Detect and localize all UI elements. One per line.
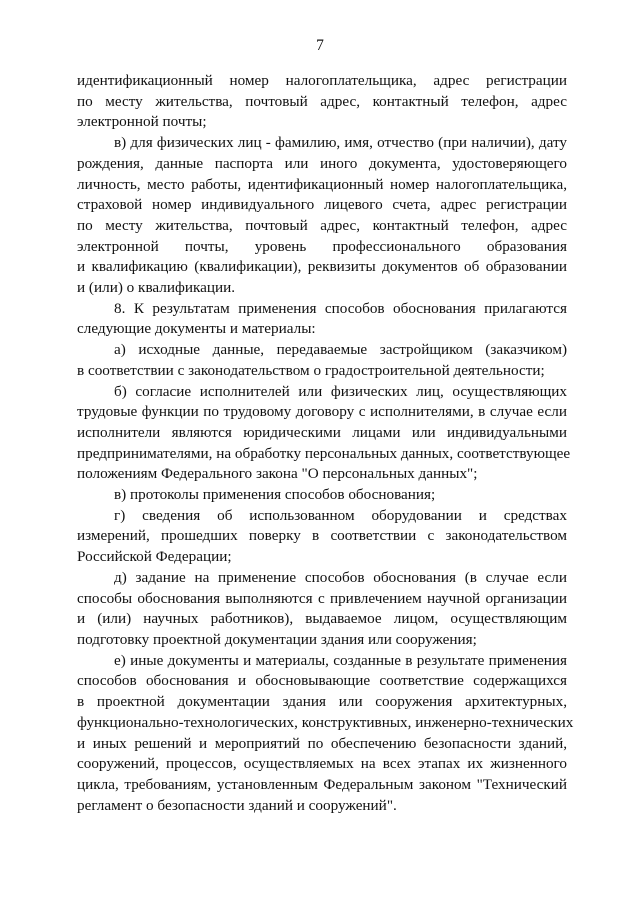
text-line: измерений, прошедших поверку в соответствии с законодательством	[77, 527, 567, 545]
text-line: способы обоснования выполняются с привлечением научной организации	[77, 589, 567, 607]
text-line: по месту жительства, почтовый адрес, контактный телефон, адрес	[77, 216, 567, 234]
text-line: подготовку проектной документации здания или сооружения;	[77, 630, 477, 648]
paragraph-continuation	[77, 71, 567, 133]
paragraph-point-8	[77, 299, 567, 340]
paragraph-item-b	[77, 382, 571, 486]
text-line: функционально-технологических, конструктивных, инженерно-технических	[77, 713, 574, 731]
text-line: д) задание на применение способов обоснования (в случае если	[114, 568, 567, 586]
text-line: положениям Федерального закона "О персональных данных";	[77, 465, 478, 483]
text-line: и (или) о квалификации.	[77, 279, 236, 297]
paragraph-item-g	[77, 506, 567, 568]
paragraph-item-v-physical	[77, 133, 567, 299]
text-line: в) для физических лиц - фамилию, имя, отчество (при наличии), дату	[114, 134, 567, 152]
text-line: трудовые функции по трудовому договору с исполнителями, в случае если	[77, 403, 567, 421]
text-line: предпринимателями, на обработку персональных данных, соответствующее	[77, 444, 571, 462]
paragraph-item-d	[77, 568, 567, 651]
text-line: б) согласие исполнителей или физических лиц, осуществляющих	[114, 382, 567, 400]
text-line: в соответствии с законодательством о градостроительной деятельности;	[77, 361, 545, 379]
text-line: рождения, данные паспорта или иного документа, удостоверяющего	[77, 154, 567, 172]
document-body	[77, 71, 574, 816]
text-line: в проектной документации здания или сооружения архитектурных,	[77, 693, 567, 711]
text-line: г) сведения об использованном оборудовании и средствах	[114, 506, 567, 524]
text-line: сооружений, процессов, осуществляемых на всех этапах их жизненного	[77, 755, 567, 773]
text-line: страховой номер индивидуального лицевого счета, адрес регистрации	[77, 196, 567, 214]
text-line: и квалификацию (квалификации), реквизиты документов об образовании	[77, 258, 567, 276]
text-line: 8. К результатам применения способов обоснования прилагаются	[114, 299, 567, 317]
paragraph-item-a	[77, 340, 567, 381]
page-number: 7	[316, 37, 324, 54]
text-line: следующие документы и материалы:	[77, 320, 316, 338]
text-line: и (или) научных работников), выдаваемое лицом, осуществляющим	[77, 610, 567, 628]
paragraph-item-v	[77, 485, 567, 506]
text-line: а) исходные данные, передаваемые застройщиком (заказчиком)	[114, 341, 567, 359]
text-line: регламент о безопасности зданий и сооружений".	[77, 796, 397, 814]
text-line: и иных решений и мероприятий по обеспечению безопасности зданий,	[77, 734, 567, 752]
text-line: Российской Федерации;	[77, 548, 232, 566]
text-line: личность, место работы, идентификационный номер налогоплательщика,	[77, 175, 567, 193]
text-line: идентификационный номер налогоплательщика, адрес регистрации	[77, 72, 567, 89]
text-line: в) протоколы применения способов обоснования;	[114, 486, 436, 504]
text-line: электронной почты, уровень профессионального образования	[77, 237, 567, 255]
text-line: цикла, требованиям, установленным Федеральным законом "Технический	[77, 775, 567, 793]
text-line: способов обоснования и обосновывающие соответствие содержащихся	[77, 672, 567, 690]
paragraph-item-e	[77, 651, 574, 817]
text-line: электронной почты;	[77, 113, 207, 131]
text-line: исполнители являются юридическими лицами или индивидуальными	[77, 423, 567, 441]
text-line: по месту жительства, почтовый адрес, контактный телефон, адрес	[77, 92, 567, 110]
text-line: е) иные документы и материалы, созданные в результате применения	[114, 651, 567, 669]
